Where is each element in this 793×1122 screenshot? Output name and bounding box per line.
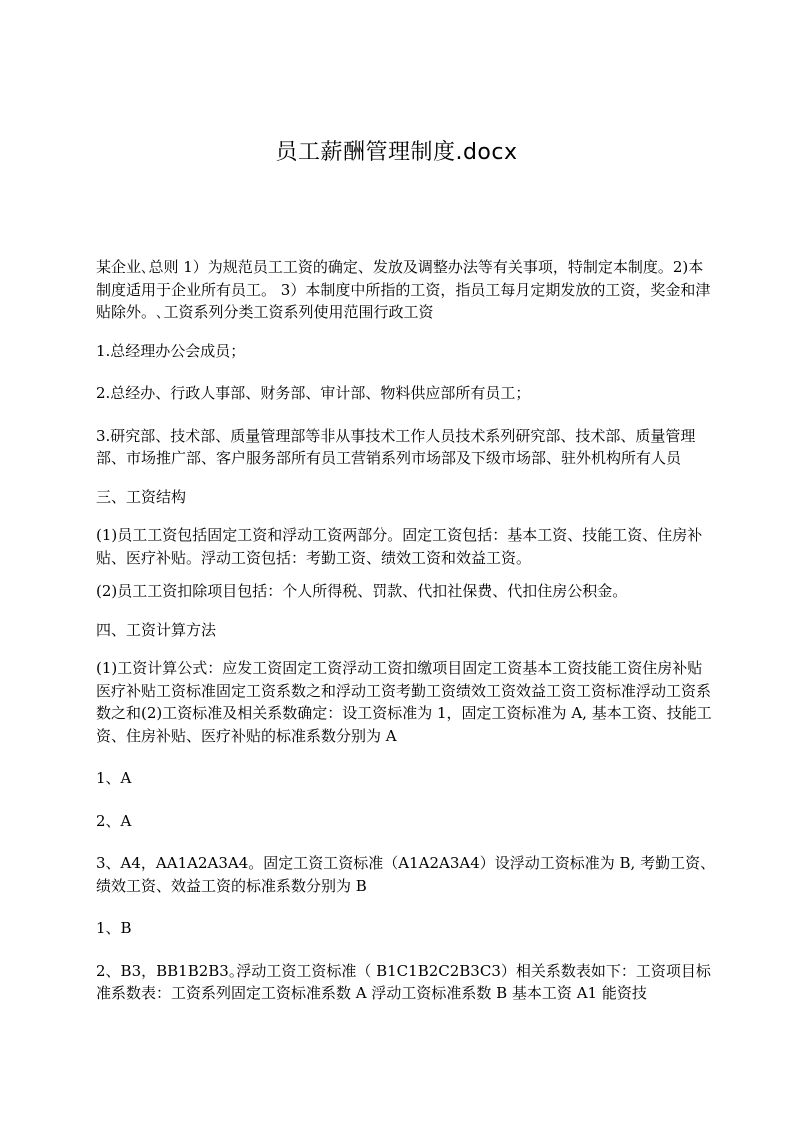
paragraph-item-2: 2.总经办、行政人事部、财务部、审计部、物料供应部所有员工； — [96, 384, 531, 402]
list-item-a1: 1、A — [96, 769, 132, 787]
paragraph-item-3: 3.研究部、技术部、质量管理部等非从事技术工作人员技术系列研究部、技术部、质量管理部、市场推广部、客户服务部所有员工营销系列市场部及下级市场部、驻外机构所有人员 — [96, 426, 696, 467]
list-item-b1: 1、B — [96, 919, 132, 937]
paragraph-coefficient-table: 2、B3，BB1B2B3｡浮动工资工资标准（ B1C1B2C2B3C3）相关系数表如下：工资项目标准系数表：工资系列固定工资标准系数 A 浮动工资标准系数 B 基本工资 A1 能资技 — [96, 961, 711, 1002]
document-body — [96, 256, 716, 1005]
paragraph-item-1: 1.总经理办公会成员； — [96, 341, 246, 360]
section-heading-wage-calculation: 四、工资计算方法 — [96, 620, 217, 639]
paragraph-wage-composition: (1)员工工资包括固定工资和浮动工资两部分。固定工资包括：基本工资、技能工资、住房补贴、医疗补贴。浮动工资包括：考勤工资、绩效工资和效益工资。 — [96, 526, 703, 567]
paragraph-general-provisions: 某企业､总则 1）为规范员工工资的确定、发放及调整办法等有关事项，特制定本制度。2)本制度适用于企业所有员工。 3）本制度中所指的工资，指员工每月定期发放的工资，奖金和津贴除外。､工资系列分类工资系列使用范围行政工资 — [96, 258, 711, 321]
section-heading-wage-structure: 三、工资结构 — [96, 487, 187, 506]
document-title: 员工薪酬管理制度.docx — [275, 140, 518, 165]
list-item-a2: 2、A — [96, 811, 132, 830]
paragraph-wage-deductions: (2)员工工资扣除项目包括：个人所得税、罚款、代扣社保费、代扣住房公积金。 — [96, 582, 628, 600]
paragraph-calculation-formula: (1)工资计算公式：应发工资固定工资浮动工资扣缴项目固定工资基本工资技能工资住房补贴医疗补贴工资标准固定工资系数之和浮动工资考勤工资绩效工资效益工资工资标准浮动工资系数之和(2)工资标准及相关系数确定：设工资标准为 1，固定工资标准为 A, 基本工资、技能工资、住房补贴、医疗补贴的标准系数分别为 A — [96, 659, 712, 745]
paragraph-fixed-and-floating-standard: 3、A4，AA1A2A3A4。固定工资工资标准（A1A2A3A4）设浮动工资标准为 B, 考勤工资、绩效工资、效益工资的标准系数分别为 B — [96, 854, 716, 895]
